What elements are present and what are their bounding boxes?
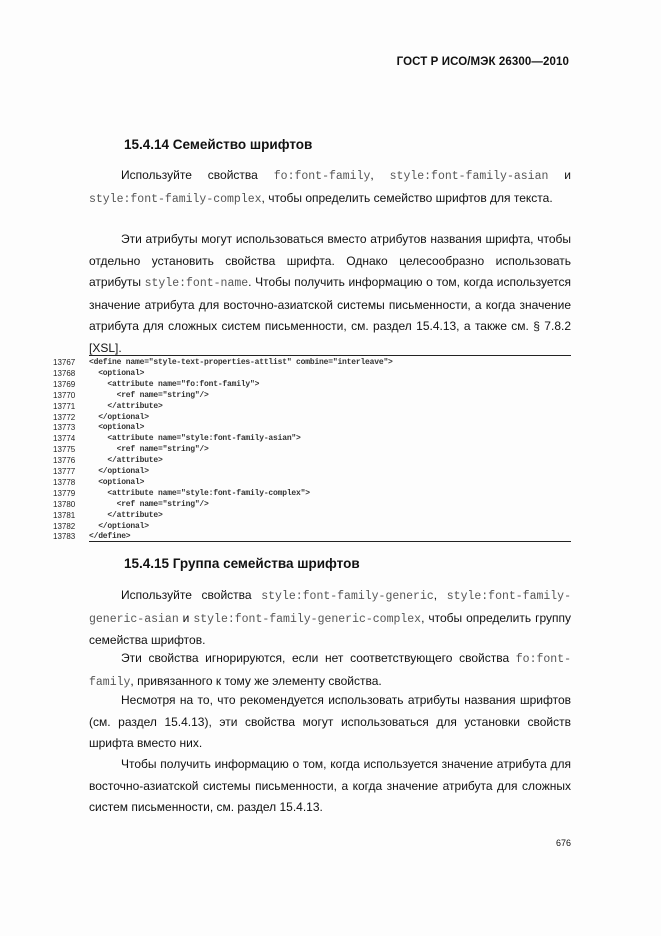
paragraph bbox=[89, 165, 571, 210]
document-header: ГОСТ Р ИСО/МЭК 26300—2010 bbox=[396, 56, 569, 68]
paragraph bbox=[89, 648, 571, 693]
text-span: , чтобы определить группу семейства шрифтов. bbox=[89, 610, 571, 647]
paragraph: Несмотря на то, что рекомендуется использовать атрибуты названия шрифтов (см. раздел 15.4.13), эти свойства могут использоваться для установки свойств шрифта вместо них. bbox=[89, 693, 571, 750]
code-text: <ref name="string"/> bbox=[89, 499, 209, 509]
code-term: fo:font-family bbox=[273, 170, 371, 183]
line-number: 13777 bbox=[53, 467, 76, 476]
code-term: style:font-name bbox=[144, 277, 249, 290]
line-number: 13769 bbox=[53, 379, 76, 389]
line-number: 13771 bbox=[53, 401, 76, 411]
text-span: , bbox=[370, 168, 390, 182]
line-number: 13780 bbox=[53, 499, 76, 509]
code-term: style:font-family-complex bbox=[89, 192, 262, 206]
paragraph: Чтобы получить информацию о том, когда используется значение атрибута для восточно-азиатской системы письменности, а когда значение атрибута для сложных систем письменности, см. раздел 15.4.13. bbox=[89, 757, 571, 814]
code-term: style:font-family-generic-complex bbox=[193, 612, 422, 626]
text-span: Используйте свойства bbox=[121, 588, 262, 602]
code-text: <attribute name="style:font-family-complex"> bbox=[89, 488, 310, 498]
code-text: <ref name="string"/> bbox=[89, 445, 209, 455]
line-number: 13783 bbox=[53, 532, 76, 542]
line-number: 13774 bbox=[53, 434, 76, 444]
line-number: 13773 bbox=[53, 423, 76, 433]
code-text: <ref name="string"/> bbox=[89, 390, 209, 400]
code-top-rule bbox=[89, 355, 571, 356]
code-text: <optional> bbox=[89, 477, 145, 487]
code-term: style:font-family-generic bbox=[261, 590, 434, 603]
text-span: и bbox=[178, 610, 194, 625]
line-number: 13772 bbox=[53, 412, 76, 422]
line-number: 13775 bbox=[53, 445, 76, 455]
text-span: , чтобы определить семейство шрифтов для текста. bbox=[261, 190, 553, 205]
line-number: 13767 bbox=[53, 358, 76, 367]
paragraph bbox=[89, 229, 571, 359]
code-text: </optional> bbox=[89, 521, 149, 531]
line-number: 13782 bbox=[53, 521, 76, 531]
text-span: , bbox=[433, 588, 447, 602]
code-text: <define name="style-text-properties-attlist" combine="interleave"> bbox=[89, 358, 393, 367]
code-text: </attribute> bbox=[89, 401, 163, 411]
section-heading-font-family: 15.4.14 Семейство шрифтов bbox=[124, 137, 313, 152]
paragraph bbox=[89, 585, 571, 652]
text-span: Эти атрибуты могут использоваться вместо атрибутов названия шрифта, чтобы отдельно установить свойства шрифта. Однако целесообразно использовать атрибуты bbox=[89, 232, 571, 289]
code-term: fo:font-family bbox=[89, 653, 571, 689]
code-bottom-rule bbox=[89, 541, 571, 542]
text-span: и bbox=[548, 168, 571, 182]
line-number: 13779 bbox=[53, 488, 76, 498]
code-text: <attribute name="style:font-family-asian"> bbox=[89, 434, 301, 444]
code-text: </optional> bbox=[89, 412, 149, 422]
line-number: 13768 bbox=[53, 368, 76, 378]
code-text: </define> bbox=[89, 532, 131, 542]
text-span: Используйте свойства bbox=[121, 168, 274, 182]
line-number: 13770 bbox=[53, 390, 76, 400]
code-text: <optional> bbox=[89, 423, 145, 433]
page-number: 676 bbox=[555, 838, 571, 848]
code-text: </attribute> bbox=[89, 456, 163, 466]
code-term: style:font-family-asian bbox=[389, 170, 549, 183]
text-span: , привязанного к тому же элементу свойства. bbox=[130, 673, 382, 688]
code-text: <optional> bbox=[89, 368, 145, 378]
line-number: 13776 bbox=[53, 456, 76, 466]
code-text: </attribute> bbox=[89, 510, 163, 520]
line-number: 13781 bbox=[53, 510, 76, 520]
code-term: style:font-family-generic-asian bbox=[89, 590, 571, 626]
line-number: 13778 bbox=[53, 477, 76, 487]
code-text: </optional> bbox=[89, 467, 149, 476]
section-heading-font-family-generic: 15.4.15 Группа семейства шрифтов bbox=[124, 556, 360, 571]
text-span: Эти свойства игнорируются, если нет соответствующего свойства bbox=[121, 651, 516, 665]
text-span: . Чтобы получить информацию о том, когда используется значение атрибута для восточно-азиатской системы письменности, а когда значение атрибута для сложных систем письменности, см. раздел 15.4.13, а также см. § 7.8.2 [XSL]. bbox=[89, 275, 571, 355]
code-text: <attribute name="fo:font-family"> bbox=[89, 379, 260, 389]
